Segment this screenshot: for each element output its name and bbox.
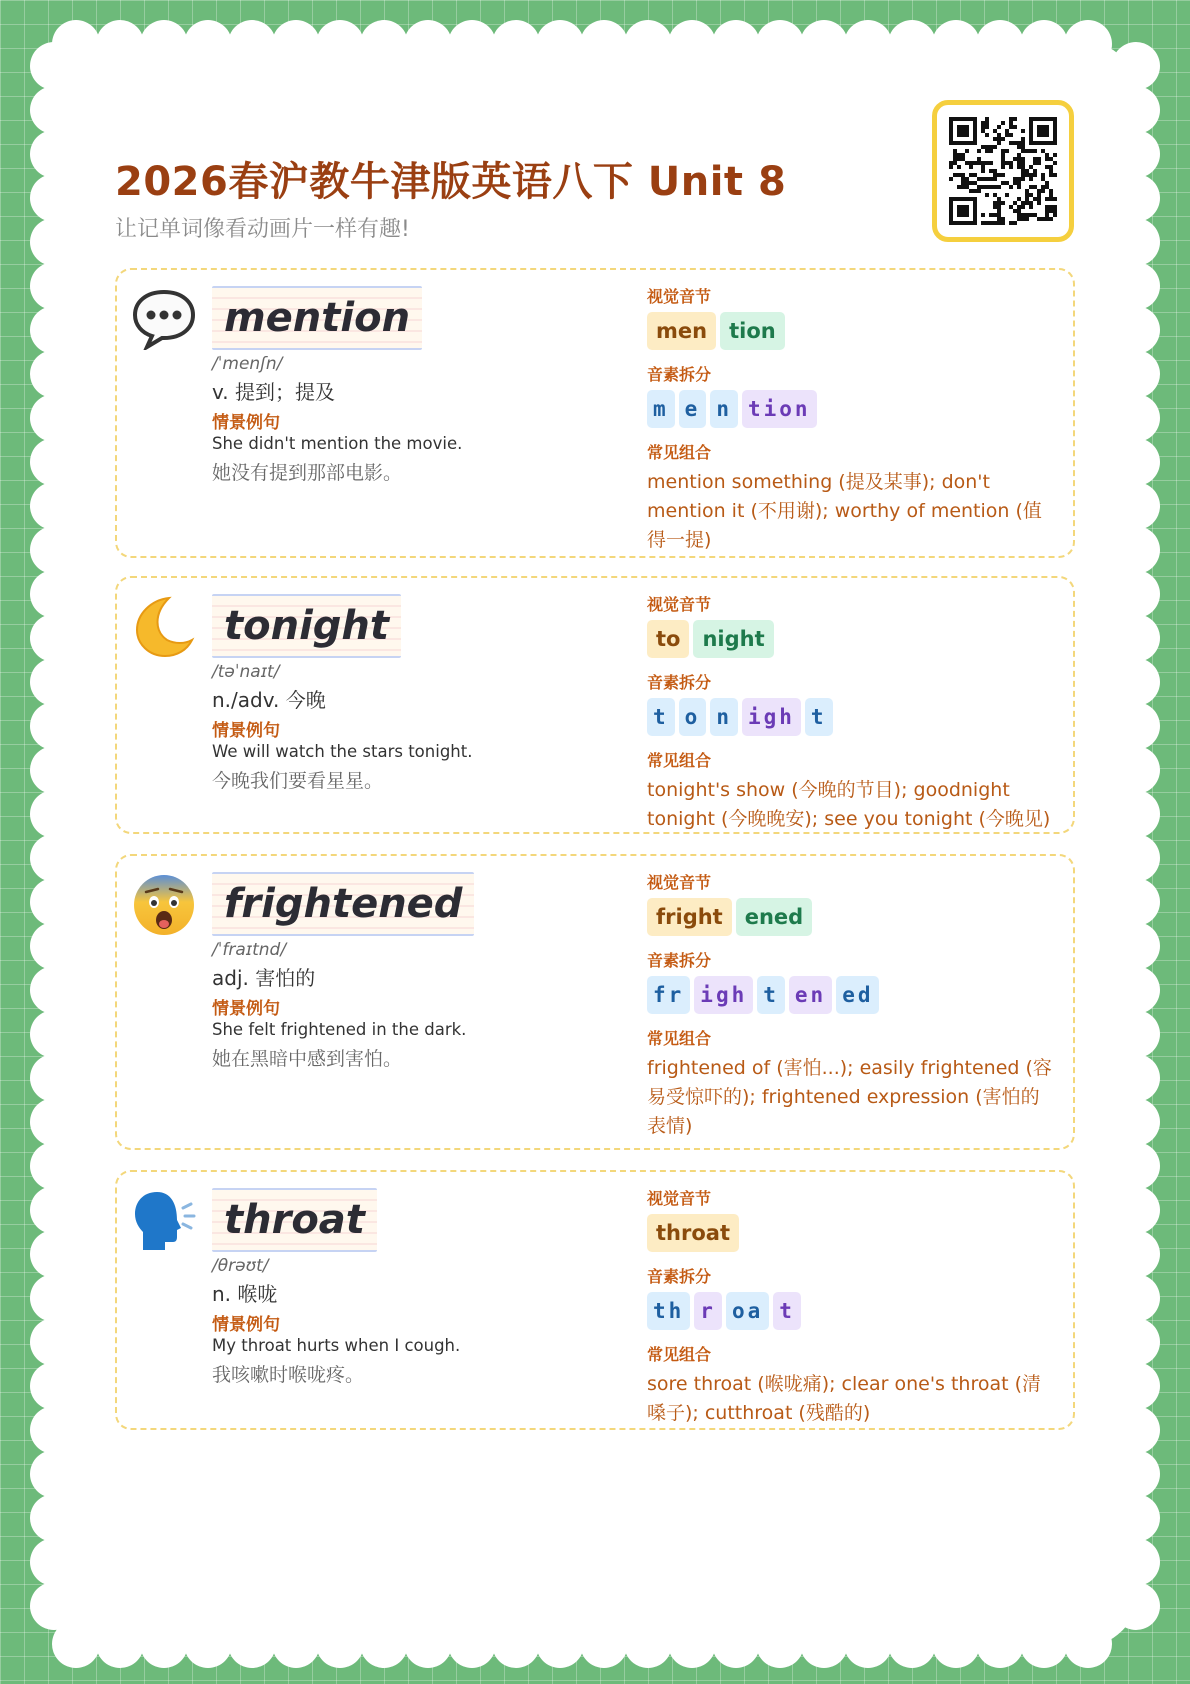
collocations: tonight's show (今晚的节目); goodnight tonight (今晚晚安); see you tonight (今晚见) xyxy=(647,779,1051,830)
common-phrases-label: 常见组合 xyxy=(647,751,712,770)
phoneme-chip: th xyxy=(647,1292,690,1330)
syllable-row xyxy=(647,898,1057,936)
example-chinese: 我咳嗽时喉咙疼。 xyxy=(212,1364,365,1386)
example-english: She felt frightened in the dark. xyxy=(212,1020,467,1039)
syllable-chip: tion xyxy=(720,312,785,350)
phoneme-chip: n xyxy=(710,698,738,736)
fearful-face-icon xyxy=(129,870,199,940)
phoneme-split-label: 音素拆分 xyxy=(647,673,712,692)
example-label: 情景例句 xyxy=(212,1315,280,1335)
example-chinese: 她没有提到那部电影。 xyxy=(212,462,403,484)
phoneme-chip: m xyxy=(647,390,675,428)
qr-code-icon xyxy=(949,117,1057,225)
syllable-chip: to xyxy=(647,620,689,658)
word-analysis xyxy=(647,870,1057,1141)
word-title: throat xyxy=(212,1188,377,1252)
phoneme-split-label: 音素拆分 xyxy=(647,365,712,384)
phonetic: /ˈmenʃn/ xyxy=(212,354,283,374)
syllable-row xyxy=(647,1214,1057,1252)
syllable-chip: throat xyxy=(647,1214,739,1252)
phoneme-chip: t xyxy=(647,698,675,736)
visual-syllables-label: 视觉音节 xyxy=(647,595,712,614)
speech-bubble-icon xyxy=(129,284,199,354)
syllable-chip: men xyxy=(647,312,716,350)
phoneme-row xyxy=(647,390,1057,428)
example-label: 情景例句 xyxy=(212,721,280,741)
phoneme-chip: r xyxy=(694,1292,722,1330)
syllable-chip: night xyxy=(693,620,773,658)
example-label: 情景例句 xyxy=(212,999,280,1019)
phoneme-chip: en xyxy=(789,976,832,1014)
syllable-row xyxy=(647,312,1057,350)
visual-syllables-label: 视觉音节 xyxy=(647,873,712,892)
meaning: adj. 害怕的 xyxy=(212,966,316,990)
phoneme-split-label: 音素拆分 xyxy=(647,1267,712,1286)
phoneme-chip: n xyxy=(710,390,738,428)
phoneme-chip: t xyxy=(805,698,833,736)
word-card-throat xyxy=(115,1170,1075,1430)
collocations: sore throat (喉咙痛); clear one's throat (清嗓子); cutthroat (残酷的) xyxy=(647,1373,1042,1424)
phoneme-chip: e xyxy=(679,390,707,428)
phoneme-split-label: 音素拆分 xyxy=(647,951,712,970)
phoneme-chip: tion xyxy=(742,390,817,428)
common-phrases-label: 常见组合 xyxy=(647,443,712,462)
syllable-chip: fright xyxy=(647,898,732,936)
common-phrases-label: 常见组合 xyxy=(647,1029,712,1048)
visual-syllables-label: 视觉音节 xyxy=(647,1189,712,1208)
phoneme-chip: fr xyxy=(647,976,690,1014)
word-title: tonight xyxy=(212,594,401,658)
phoneme-chip: o xyxy=(679,698,707,736)
phoneme-chip: t xyxy=(773,1292,801,1330)
visual-syllables-label: 视觉音节 xyxy=(647,287,712,306)
phoneme-chip: igh xyxy=(742,698,801,736)
common-phrases-label: 常见组合 xyxy=(647,1345,712,1364)
collocations: mention something (提及某事); don't mention it (不用谢); worthy of mention (值得一提) xyxy=(647,471,1042,551)
meaning: n./adv. 今晚 xyxy=(212,688,326,712)
example-chinese: 今晚我们要看星星。 xyxy=(212,770,384,792)
phonetic: /ˈfraɪtnd/ xyxy=(212,940,287,960)
word-card-frightened xyxy=(115,854,1075,1150)
word-title: frightened xyxy=(212,872,474,936)
collocations: frightened of (害怕...); easily frightened (容易受惊吓的); frightened expression (害怕的表情) xyxy=(647,1057,1052,1137)
example-english: She didn't mention the movie. xyxy=(212,434,463,453)
crescent-moon-icon xyxy=(129,592,199,662)
phoneme-row xyxy=(647,976,1057,1014)
meaning: v. 提到；提及 xyxy=(212,380,335,404)
word-card-mention xyxy=(115,268,1075,558)
phonetic: /təˈnaɪt/ xyxy=(212,662,280,682)
phoneme-row xyxy=(647,1292,1057,1330)
example-english: We will watch the stars tonight. xyxy=(212,742,473,761)
word-title: mention xyxy=(212,286,422,350)
qr-code[interactable] xyxy=(932,100,1074,242)
syllable-row xyxy=(647,620,1057,658)
word-card-tonight xyxy=(115,576,1075,834)
phoneme-chip: t xyxy=(757,976,785,1014)
syllable-chip: ened xyxy=(736,898,812,936)
phoneme-chip: oa xyxy=(726,1292,769,1330)
example-chinese: 她在黑暗中感到害怕。 xyxy=(212,1048,403,1070)
word-analysis xyxy=(647,1186,1057,1428)
page-subtitle: 让记单词像看动画片一样有趣! xyxy=(115,217,410,242)
page-title: 2026春沪教牛津版英语八下 Unit 8 xyxy=(115,159,787,205)
worksheet xyxy=(70,60,1120,1628)
word-analysis xyxy=(647,284,1057,555)
phoneme-chip: ed xyxy=(836,976,879,1014)
example-label: 情景例句 xyxy=(212,413,280,433)
phoneme-chip: igh xyxy=(694,976,753,1014)
speaking-head-icon xyxy=(129,1186,199,1256)
example-english: My throat hurts when I cough. xyxy=(212,1336,461,1355)
meaning: n. 喉咙 xyxy=(212,1282,278,1306)
phonetic: /θrəʊt/ xyxy=(212,1256,269,1276)
phoneme-row xyxy=(647,698,1057,736)
word-analysis xyxy=(647,592,1057,834)
